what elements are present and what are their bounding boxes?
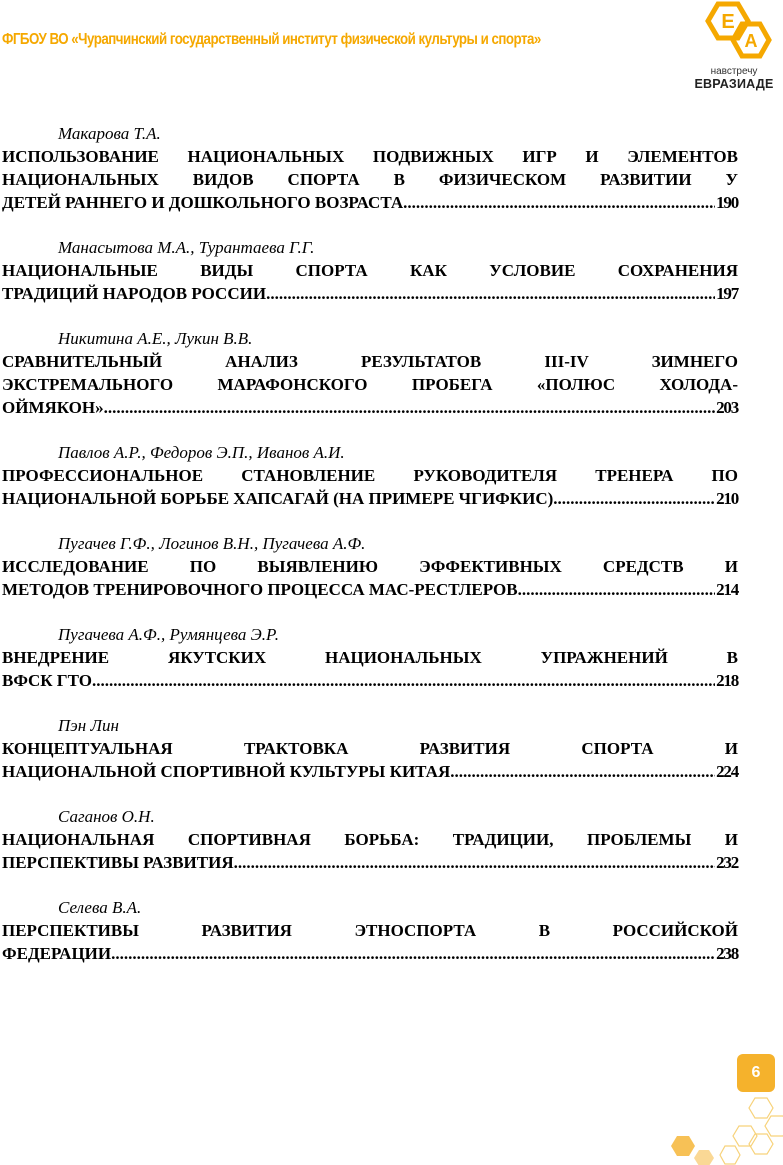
toc-entry[interactable] [2, 123, 738, 214]
toc-title-last-line [2, 282, 738, 305]
toc-entry[interactable] [2, 533, 738, 601]
toc-title-last-line [2, 669, 738, 692]
dot-leader [234, 851, 715, 874]
toc-author: Саганов О.Н. [58, 807, 155, 826]
toc-title-line: НАЦИОНАЛЬНЫЕ ВИДЫ СПОРТА КАК УСЛОВИЕ СОХРАНЕНИЯ [2, 261, 738, 280]
toc-title-line: ПЕРСПЕКТИВЫ РАЗВИТИЯ ЭТНОСПОРТА В РОССИЙСКОЙ [2, 921, 738, 940]
dot-leader [450, 760, 715, 783]
toc-entry[interactable] [2, 624, 738, 692]
toc-author: Макарова Т.А. [58, 124, 161, 143]
toc-page-number: 190 [716, 193, 738, 212]
toc-entry[interactable] [2, 237, 738, 305]
toc-title-line: НАЦИОНАЛЬНЫХ ВИДОВ СПОРТА В ФИЗИЧЕСКОМ РАЗВИТИИ У [2, 170, 738, 189]
page-number-badge: 6 [737, 1054, 775, 1092]
toc-title-last-line [2, 396, 738, 419]
toc-title-text: МЕТОДОВ ТРЕНИРОВОЧНОГО ПРОЦЕССА МАС-РЕСТЛЕРОВ [2, 580, 518, 599]
dot-leader [92, 669, 715, 692]
honeycomb-decoration-icon [655, 1090, 783, 1165]
toc-title-text: ПЕРСПЕКТИВЫ РАЗВИТИЯ [2, 853, 234, 872]
toc-entry[interactable] [2, 715, 738, 783]
toc-author: Манасытова М.А., Турантаева Г.Г. [58, 238, 315, 257]
toc-page-number: 232 [716, 853, 738, 872]
toc-author: Селева В.А. [58, 898, 142, 917]
toc-title-last-line [2, 760, 738, 783]
toc-title-text: НАЦИОНАЛЬНОЙ БОРЬБЕ ХАПСАГАЙ (НА ПРИМЕРЕ ЧГИФКИС) [2, 489, 554, 508]
toc-entry[interactable] [2, 328, 738, 419]
toc-title-line: СРАВНИТЕЛЬНЫЙ АНАЛИЗ РЕЗУЛЬТАТОВ III-IV ЗИМНЕГО [2, 352, 738, 371]
logo-tagline: навстречу [710, 66, 758, 77]
toc-title-line: ИССЛЕДОВАНИЕ ПО ВЫЯВЛЕНИЮ ЭФФЕКТИВНЫХ СРЕДСТВ И [2, 557, 738, 576]
toc-page-number: 218 [716, 671, 738, 690]
toc-title-last-line [2, 487, 738, 510]
toc-title-line: ВНЕДРЕНИЕ ЯКУТСКИХ НАЦИОНАЛЬНЫХ УПРАЖНЕНИЙ В [2, 648, 738, 667]
toc-title-text: ФЕДЕРАЦИИ [2, 944, 112, 963]
institution-header: ФГБОУ ВО «Чурапчинский государственный институт физической культуры и спорта» [2, 31, 541, 48]
svg-text:Е: Е [721, 11, 735, 33]
toc-author: Павлов А.Р., Федоров Э.П., Иванов А.И. [58, 443, 345, 462]
toc-title-line: КОНЦЕПТУАЛЬНАЯ ТРАКТОВКА РАЗВИТИЯ СПОРТА И [2, 739, 738, 758]
toc-author: Пугачев Г.Ф., Логинов В.Н., Пугачева А.Ф. [58, 534, 366, 553]
logo-brand: ЕВРАЗИАДЕ [694, 77, 774, 91]
toc-author: Пугачева А.Ф., Румянцева Э.Р. [58, 625, 279, 644]
hexagon-logo-icon [694, 0, 780, 66]
toc-page-number: 203 [716, 398, 738, 417]
toc-title-line: ЭКСТРЕМАЛЬНОГО МАРАФОНСКОГО ПРОБЕГА «ПОЛЮС ХОЛОДА- [2, 375, 738, 394]
toc-page-number: 214 [716, 580, 738, 599]
toc-title-last-line [2, 851, 738, 874]
toc-title-line: НАЦИОНАЛЬНАЯ СПОРТИВНАЯ БОРЬБА: ТРАДИЦИИ, ПРОБЛЕМЫ И [2, 830, 738, 849]
dot-leader [553, 487, 715, 510]
dot-leader [266, 282, 715, 305]
toc-title-last-line [2, 191, 738, 214]
eurasiade-logo [690, 0, 783, 92]
dot-leader [518, 578, 715, 601]
table-of-contents [2, 123, 738, 965]
toc-author: Пэн Лин [58, 716, 119, 735]
toc-page-number: 197 [716, 284, 738, 303]
toc-page-number: 210 [716, 489, 738, 508]
toc-title-line: ПРОФЕССИОНАЛЬНОЕ СТАНОВЛЕНИЕ РУКОВОДИТЕЛЯ ТРЕНЕРА ПО [2, 466, 738, 485]
toc-title-line: ИСПОЛЬЗОВАНИЕ НАЦИОНАЛЬНЫХ ПОДВИЖНЫХ ИГР И ЭЛЕМЕНТОВ [2, 147, 738, 166]
toc-title-text: ТРАДИЦИЙ НАРОДОВ РОССИИ [2, 284, 267, 303]
toc-page-number: 238 [716, 944, 738, 963]
toc-entry[interactable] [2, 806, 738, 874]
dot-leader [403, 191, 715, 214]
toc-page-number: 224 [716, 762, 738, 781]
toc-title-last-line [2, 578, 738, 601]
toc-title-text: НАЦИОНАЛЬНОЙ СПОРТИВНОЙ КУЛЬТУРЫ КИТАЯ [2, 762, 451, 781]
toc-author: Никитина А.Е., Лукин В.В. [58, 329, 253, 348]
toc-entry[interactable] [2, 442, 738, 510]
toc-title-text: ДЕТЕЙ РАННЕГО И ДОШКОЛЬНОГО ВОЗРАСТА [2, 193, 404, 212]
toc-title-text: ВФСК ГТО [2, 671, 92, 690]
svg-text:A: A [744, 31, 758, 51]
toc-title-last-line [2, 942, 738, 965]
dot-leader [104, 396, 715, 419]
toc-entry[interactable] [2, 897, 738, 965]
toc-title-text: ОЙМЯКОН» [2, 398, 104, 417]
dot-leader [111, 942, 715, 965]
